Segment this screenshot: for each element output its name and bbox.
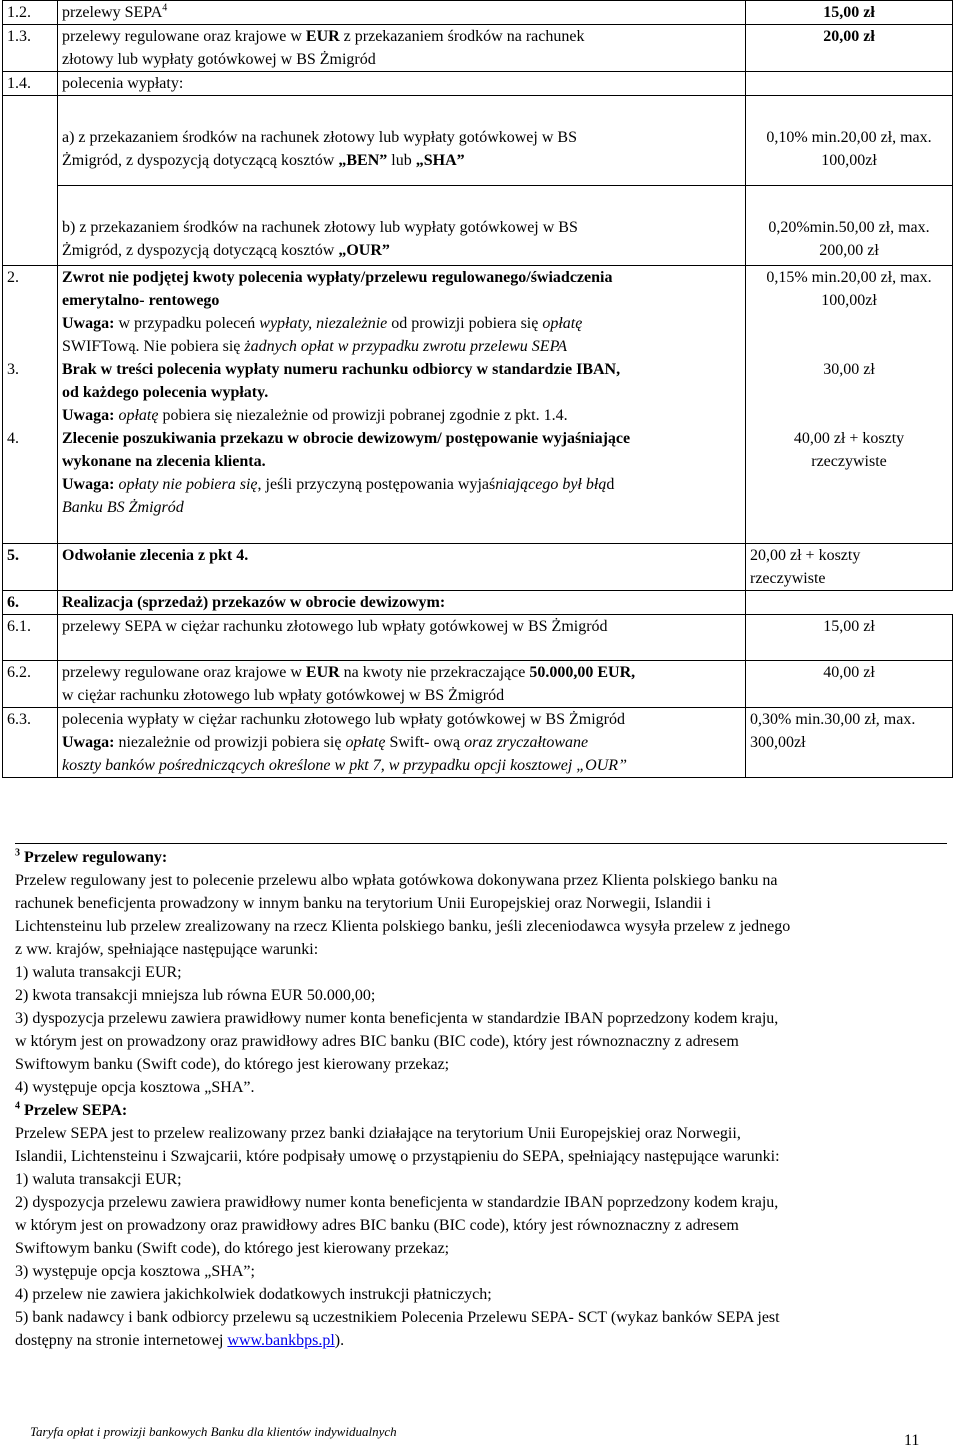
footnote-line: Swiftowym banku (Swift code), do którego jest kierowany przekaz;: [15, 1056, 450, 1073]
row-number: 2.: [3, 266, 58, 359]
table-row: [3, 590, 953, 614]
table-row: [3, 25, 953, 72]
row-number: 1.3.: [3, 25, 58, 72]
row-amount: 0,30% min.30,00 zł, max. 300,00zł: [746, 707, 953, 777]
footnote-4-title: $^4$ Przelew SEPA:: [15, 1100, 128, 1119]
row-amount: 0,20%min.50,00 zł, max. 200,00 zł: [746, 186, 953, 266]
footnote-line: 4) występuje opcja kosztowa „SHA”.: [15, 1079, 255, 1096]
footnote-3-title: $^3$ Przelew regulowany:: [15, 847, 168, 866]
row-amount: 0,15% min.20,00 zł, max. 100,00zł: [746, 266, 953, 359]
footnote-divider: [15, 843, 947, 844]
row-text: Odwołanie zlecenia z pkt 4.: [58, 543, 746, 590]
footnote-line: 1) waluta transakcji EUR;: [15, 1171, 182, 1188]
footnote-line: 1) waluta transakcji EUR;: [15, 964, 182, 981]
footnote-ref: 4: [162, 2, 168, 14]
fee-table: [2, 0, 953, 778]
footnote-line: 3) występuje opcja kosztowa „SHA”;: [15, 1263, 255, 1280]
row-number: 1.4.: [3, 72, 58, 96]
row-number: 5.: [3, 543, 58, 590]
row-amount: 30,00 zł: [746, 358, 953, 427]
bank-link[interactable]: www.bankbps.pl: [227, 1332, 335, 1349]
row-text: Zwrot nie podjętej kwoty polecenia wypłaty/przelewu regulowanego/świadczenia emerytalno- rentowego Uwaga: w przypadku poleceń wypłaty, niezależnie od prowizji pobiera się opłatę SWIFTową. Nie pobiera się żadnych opłat w przypadku zwrotu przelewu SEPA: [58, 266, 746, 359]
footnote-line: w którym jest on prowadzony oraz prawidłowy adres BIC banku (BIC code), który jest równoznaczny z adresem: [15, 1033, 739, 1050]
row-number: 3.: [3, 358, 58, 427]
row-number: 6.1.: [3, 614, 58, 660]
footnote-line: 4) przelew nie zawiera jakichkolwiek dodatkowych instrukcji płatniczych;: [15, 1286, 492, 1303]
row-amount: 20,00 zł: [746, 25, 953, 72]
row-text: przelewy regulowane oraz krajowe w EUR z przekazaniem środków na rachunek złotowy lub wypłaty gotówkowej w BS Żmigród: [58, 25, 746, 72]
footnote-line: Swiftowym banku (Swift code), do którego jest kierowany przekaz;: [15, 1240, 450, 1257]
row-text: polecenia wypłaty w ciężar rachunku złotowego lub wpłaty gotówkowej w BS Żmigród Uwaga: niezależnie od prowizji pobiera się opłatę Swift- ową oraz zryczałtowane koszty banków pośredniczących określone w pkt 7, w przypadku opcji kosztowej „OUR”: [58, 707, 746, 777]
row-text: Realizacja (sprzedaż) przekazów w obrocie dewizowym:: [58, 590, 746, 614]
row-number: 1.2.: [3, 1, 58, 25]
footnote-line: 5) bank nadawcy i bank odbiorcy przelewu są uczestnikiem Polecenia Przelewu SEPA- SCT (wykaz banków SEPA jest: [15, 1309, 780, 1326]
footnote-line: Przelew regulowany jest to polecenie przelewu albo wpłata gotówkowa dokonywana przez Klienta polskiego banku na: [15, 872, 778, 889]
footnote-line: Lichtensteinu lub przelew zrealizowany na rzecz Klienta polskiego banku, jeśli zleceniodawca wysyła przelew z jednego: [15, 918, 791, 935]
footnote-4-body: [15, 1122, 947, 1329]
table-row: [3, 707, 953, 777]
row-number: 6.: [3, 590, 58, 614]
footnote-line: 2) kwota transakcji mniejsza lub równa EUR 50.000,00;: [15, 987, 376, 1004]
footnote-line: Przelew SEPA jest to przelew realizowany przez banki działające na terytorium Unii Europejskiej oraz Norwegii,: [15, 1125, 741, 1142]
footnote-line: w którym jest on prowadzony oraz prawidłowy adres BIC banku (BIC code), który jest równoznaczny z adresem: [15, 1217, 739, 1234]
row-number: 4.: [3, 427, 58, 543]
row-text: polecenia wypłaty:: [58, 72, 746, 96]
footnote-line: 2) dyspozycja przelewu zawiera prawidłowy numer konta beneficjenta w standardzie IBAN poprzedzony kodem kraju,: [15, 1194, 779, 1211]
page-footer: Taryfa opłat i prowizji bankowych Banku dla klientów indywidualnych: [30, 1424, 397, 1439]
row-amount: 40,00 zł + koszty rzeczywiste: [746, 427, 953, 543]
row-number: 6.3.: [3, 707, 58, 777]
row-text: b) z przekazaniem środków na rachunek złotowy lub wypłaty gotówkowej w BS Żmigród, z dyspozycją dotyczącą kosztów „OUR”: [58, 186, 746, 266]
footnote-line: z ww. krajów, spełniające następujące warunki:: [15, 941, 319, 958]
row-amount: 20,00 zł + koszty rzeczywiste: [746, 543, 953, 590]
footnote-3-body: [15, 869, 947, 1099]
row-text: przelewy regulowane oraz krajowe w EUR na kwoty nie przekraczające 50.000,00 EUR, w ciężar rachunku złotowego lub wpłaty gotówkowej w BS Żmigród: [58, 660, 746, 707]
table-row: [3, 96, 953, 186]
row-amount: 15,00 zł: [746, 1, 953, 25]
row-text: przelewy SEPA$^4$: [58, 1, 746, 25]
row-text: a) z przekazaniem środków na rachunek złotowy lub wypłaty gotówkowej w BS Żmigród, z dyspozycją dotyczącą kosztów „BEN” lub „SHA”: [58, 96, 746, 186]
page-number: 11: [904, 1432, 920, 1449]
row-amount: 0,10% min.20,00 zł, max. 100,00zł: [746, 96, 953, 186]
table-row: [3, 543, 953, 590]
footnote-line: rachunek beneficjenta prowadzony w innym banku na terytorium Unii Europejskiej oraz Norwegii, Islandii i: [15, 895, 711, 912]
row-amount: 15,00 zł: [746, 614, 953, 660]
footnote-line: dostępny na stronie internetowej www.bankbps.pl).: [15, 1332, 345, 1349]
table-row: [3, 72, 953, 96]
row-number: 6.2.: [3, 660, 58, 707]
footnotes: [15, 846, 947, 1352]
table-row: [3, 1, 953, 25]
table-row: [3, 614, 953, 660]
footnote-line: Islandii, Lichtensteinu i Szwajcarii, które podpisały umowę o przystąpieniu do SEPA, spełniający następujące warunki:: [15, 1148, 780, 1165]
table-row: [3, 427, 953, 543]
table-row: [3, 186, 953, 266]
row-amount: 40,00 zł: [746, 660, 953, 707]
footnote-line: 3) dyspozycja przelewu zawiera prawidłowy numer konta beneficjenta w standardzie IBAN poprzedzony kodem kraju,: [15, 1010, 779, 1027]
table-row: [3, 358, 953, 427]
table-row: [3, 266, 953, 359]
row-text: przelewy SEPA w ciężar rachunku złotowego lub wpłaty gotówkowej w BS Żmigród: [58, 614, 746, 660]
row-text: Brak w treści polecenia wypłaty numeru rachunku odbiorcy w standardzie IBAN, od każdego polecenia wypłaty. Uwaga: opłatę pobiera się niezależnie od prowizji pobranej zgodnie z pkt. 1.4.: [58, 358, 746, 427]
row-text: Zlecenie poszukiwania przekazu w obrocie dewizowym/ postępowanie wyjaśniające wykonane na zlecenia klienta. Uwaga: opłaty nie pobiera się, jeśli przyczyną postępowania wyjaśniającego był błąd Banku BS Żmigród: [58, 427, 746, 543]
table-row: [3, 660, 953, 707]
